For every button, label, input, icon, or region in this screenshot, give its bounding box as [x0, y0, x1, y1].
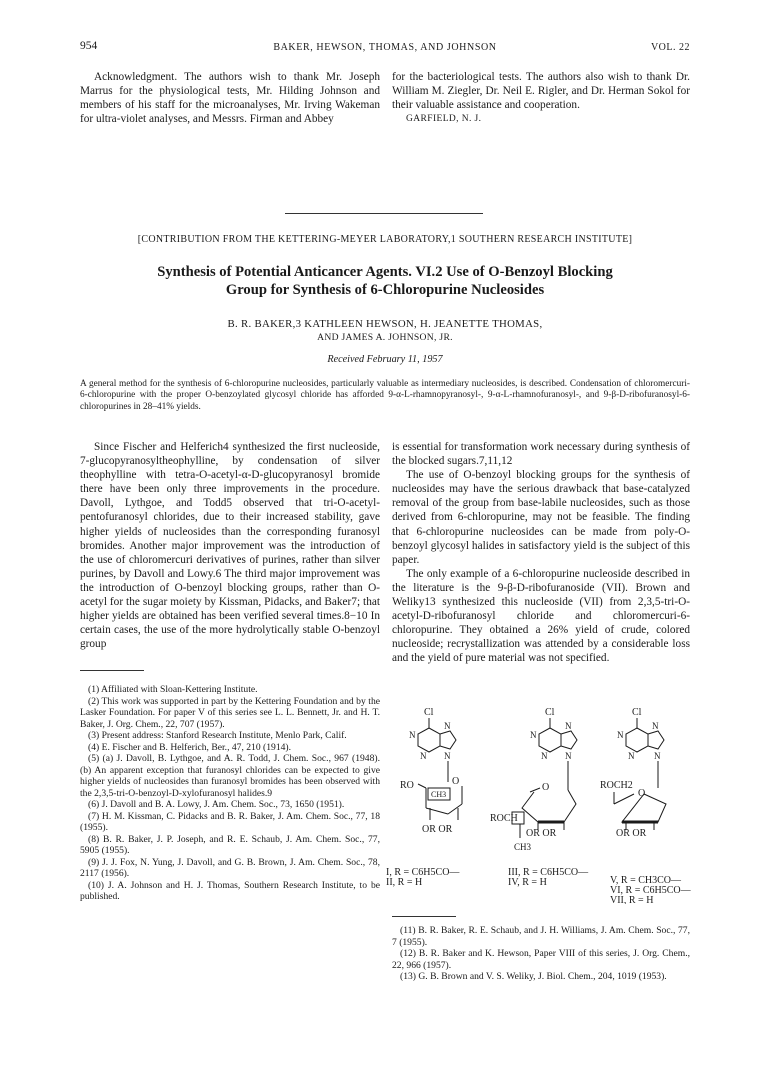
ro-label: RO	[400, 780, 414, 791]
nitrogen-label: N	[652, 721, 659, 731]
body-paragraph: The only example of a 6-chloropurine nucleoside described in the literature is the 9-β-D-ribofuranoside (VII). Brown and Weliky13 synthesized this nucleoside (VII) from 2,3,5-tri-O-acetyl-D-ribofuranosyl chloride and chloromercuri-6-chloropurine. They obtained a 26% yield of crude, colored nucleoside; recrystallization was attended by a considerable loss and the yield of pure material was not specified.	[392, 567, 690, 665]
nitrogen-label: N	[444, 751, 451, 761]
location-line: GARFIELD, N. J.	[406, 114, 482, 125]
structure-rhamnofuranose	[490, 707, 589, 888]
received-date: Received February 11, 1957	[327, 354, 443, 365]
compound-VI: VI, R = C6H5CO—	[610, 885, 691, 896]
footnote: (13) G. B. Brown and V. S. Weliky, J. Biol. Chem., 204, 1019 (1953).	[400, 971, 667, 982]
hydroxyl-labels: OR OR	[616, 828, 647, 839]
article-separator	[285, 213, 483, 214]
footnote: (5) (a) J. Davoll, B. Lythgoe, and A. R. Todd, J. Chem. Soc., 967 (1948). (b) An apparent exception that furanosyl chlorides can be expected to give higher yields of nucleosides than furanosyl bromides has been observed with the 2,3,5-tri-O-benzoyl-D-xylofuranosyl halides.9	[80, 753, 380, 799]
footnote-separator	[80, 670, 144, 671]
footnote: (7) H. M. Kissman, C. Pidacks and B. R. Baker, J. Am. Chem. Soc., 77, 18 (1955).	[80, 810, 380, 833]
footnote: (3) Present address: Stanford Research Institute, Menlo Park, Calif.	[88, 730, 347, 741]
oxygen-label: O	[542, 782, 550, 793]
footnote: (10) J. A. Johnson and H. J. Thomas, Southern Research Institute, to be published.	[80, 879, 380, 902]
footnotes-left	[80, 684, 380, 903]
acknowledgment-right	[392, 70, 690, 126]
running-header	[80, 40, 690, 56]
footnote: (8) B. R. Baker, J. P. Joseph, and R. E. Schaub, J. Am. Chem. Soc., 77, 5905 (1955).	[80, 833, 380, 856]
roch2-label: ROCH2	[600, 780, 633, 791]
footnote: (11) B. R. Baker, R. E. Schaub, and J. H. Williams, J. Am. Chem. Soc., 77, 7 (1955).	[392, 925, 690, 948]
author-list	[80, 318, 690, 344]
institution-line: [CONTRIBUTION FROM THE KETTERING-MEYER LABORATORY,1 SOUTHERN RESEARCH INSTITUTE]	[137, 234, 633, 245]
oxygen-label: O	[638, 788, 646, 799]
body-paragraph: is essential for transformation work necessary during synthesis of the blocked sugars.7,11,12	[392, 441, 690, 468]
footnote: (2) This work was supported in part by the Kettering Foundation and by the Lasker Foundation. For paper V of this series see L. L. Bennett, Jr. and H. T. Baker, J. Org. Chem., 22, 707 (1957).	[80, 695, 380, 730]
nitrogen-label: N	[444, 721, 451, 731]
chlorine-label: Cl	[424, 707, 434, 718]
structure-pyranose	[386, 707, 462, 888]
volume-label: VOL. 22	[650, 42, 690, 53]
compound-VII: VII, R = H	[610, 895, 654, 904]
footnote: (4) E. Fischer and B. Helferich, Ber., 47, 210 (1914).	[88, 741, 292, 753]
acknowledgment-left	[80, 70, 380, 126]
nitrogen-label: N	[617, 730, 624, 740]
nitrogen-label: N	[654, 751, 661, 761]
acknowledgment-text: Acknowledgment. The authors wish to thank Mr. Joseph Marrus for the physiological tests, Mr. Hilding Johnson and members of his staff for the microanalyses, Mr. Irving Wakeman for ultra-violet analyses, and Messrs. Firman and Abbey	[80, 71, 380, 126]
title-line-1: Synthesis of Potential Anticancer Agents. VI.2 Use of O-Benzoyl Blocking	[157, 264, 613, 280]
structure-ribofuranose	[600, 707, 692, 904]
authors-line-1: B. R. BAKER,3 KATHLEEN HEWSON, H. JEANETTE THOMAS,	[227, 318, 543, 330]
body-paragraph: Since Fischer and Helferich4 synthesized the first nucleoside, 7-glucopyranosyltheophylline, by condensation of silver theophylline with tetra-O-acetyl-α-D-glucopyranosyl bromide there have been only three improvements in the procedure. Davoll, Lythgoe, and Todd5 observed that tri-O-acetyl-pentofuranosyl chlorides, due to their increased stability, gave higher yields of nucleosides than the corresponding furanosyl bromides. Another major improvement was the introduction of the use of chloromercuri derivatives of purines, rather than silver purines, by Davoll and Lowy.6 The third major improvement was the introduction of O-benzoyl blocking groups, rather than O-acetyl for the sugar moiety by Kissman, Pidacks, and Baker7; that higher yields are obtained has been verified several times.8−10 In certain cases, the use of the more hydrolytically stable O-benzoyl group	[80, 441, 380, 651]
compound-IV: IV, R = H	[508, 877, 547, 888]
nitrogen-label: N	[420, 751, 427, 761]
running-head: BAKER, HEWSON, THOMAS, AND JOHNSON	[273, 42, 497, 53]
body-column-right	[392, 440, 690, 666]
nitrogen-label: N	[530, 730, 537, 740]
chemical-structures-figure	[382, 704, 692, 904]
compound-I: I, R = C6H5CO—	[386, 867, 460, 878]
body-paragraph: The use of O-benzoyl blocking groups for the synthesis of nucleosides may have the serious drawback that base-catalyzed removal of the group from base-labile nucleosides, such as those derived from 6-chloropurine, may not be feasible. The finding that 6-chloropurine nucleosides can be made from poly-O-benzoyl glycosyl halides in satisfactory yield is the subject of this paper.	[392, 469, 690, 566]
abstract: A general method for the synthesis of 6-chloropurine nucleosides, particularly valuable as intermediary nucleosides, is described. Condensation of chloromercuri-6-chloropurine with the proper O-benzoylated glycosyl chloride has afforded 9-α-L-rhamnopyranosyl-, 9-α-L-rhamnofuranosyl-, and 9-β-D-ribofuranosyl-6-chloropurines in 28–41% yields.	[80, 379, 690, 412]
hydroxyl-labels: OR OR	[526, 828, 557, 839]
chlorine-label: Cl	[545, 707, 555, 718]
article-title	[80, 263, 690, 299]
nitrogen-label: N	[409, 730, 416, 740]
compound-III: III, R = C6H5CO—	[508, 867, 589, 878]
nitrogen-label: N	[628, 751, 635, 761]
oxygen-label: O	[452, 776, 460, 787]
methyl-label: CH3	[514, 842, 532, 852]
authors-line-2: AND JAMES A. JOHNSON, JR.	[317, 332, 453, 343]
footnote: (6) J. Davoll and B. A. Lowy, J. Am. Chem. Soc., 73, 1650 (1951).	[88, 799, 345, 810]
title-line-2: Group for Synthesis of 6-Chloropurine Nucleosides	[225, 282, 545, 298]
nitrogen-label: N	[565, 751, 572, 761]
footnote: (12) B. R. Baker and K. Hewson, Paper VIII of this series, J. Org. Chem., 22, 966 (1957).	[392, 948, 690, 971]
methyl-label: CH3	[431, 790, 447, 799]
compound-II: II, R = H	[386, 877, 423, 888]
chlorine-label: Cl	[632, 707, 642, 718]
roch-label: ROCH	[490, 813, 518, 824]
footnote: (1) Affiliated with Sloan-Kettering Institute.	[88, 684, 258, 695]
nitrogen-label: N	[565, 721, 572, 731]
nitrogen-label: N	[541, 751, 548, 761]
body-column-left	[80, 440, 380, 651]
footnote: (9) J. J. Fox, N. Yung, J. Davoll, and G. B. Brown, J. Am. Chem. Soc., 78, 2117 (1956).	[80, 856, 380, 879]
page-number: 954	[80, 40, 98, 52]
compound-V: V, R = CH3CO—	[610, 875, 682, 886]
footnote-separator	[392, 916, 456, 917]
acknowledgment-continued: for the bacteriological tests. The authors also wish to thank Dr. William M. Ziegler, Dr. Neil E. Rigler, and Dr. Herman Sokol for their valuable assistance and cooperation.	[392, 71, 690, 112]
hydroxyl-labels: OR OR	[422, 824, 453, 835]
footnotes-right	[392, 925, 690, 983]
